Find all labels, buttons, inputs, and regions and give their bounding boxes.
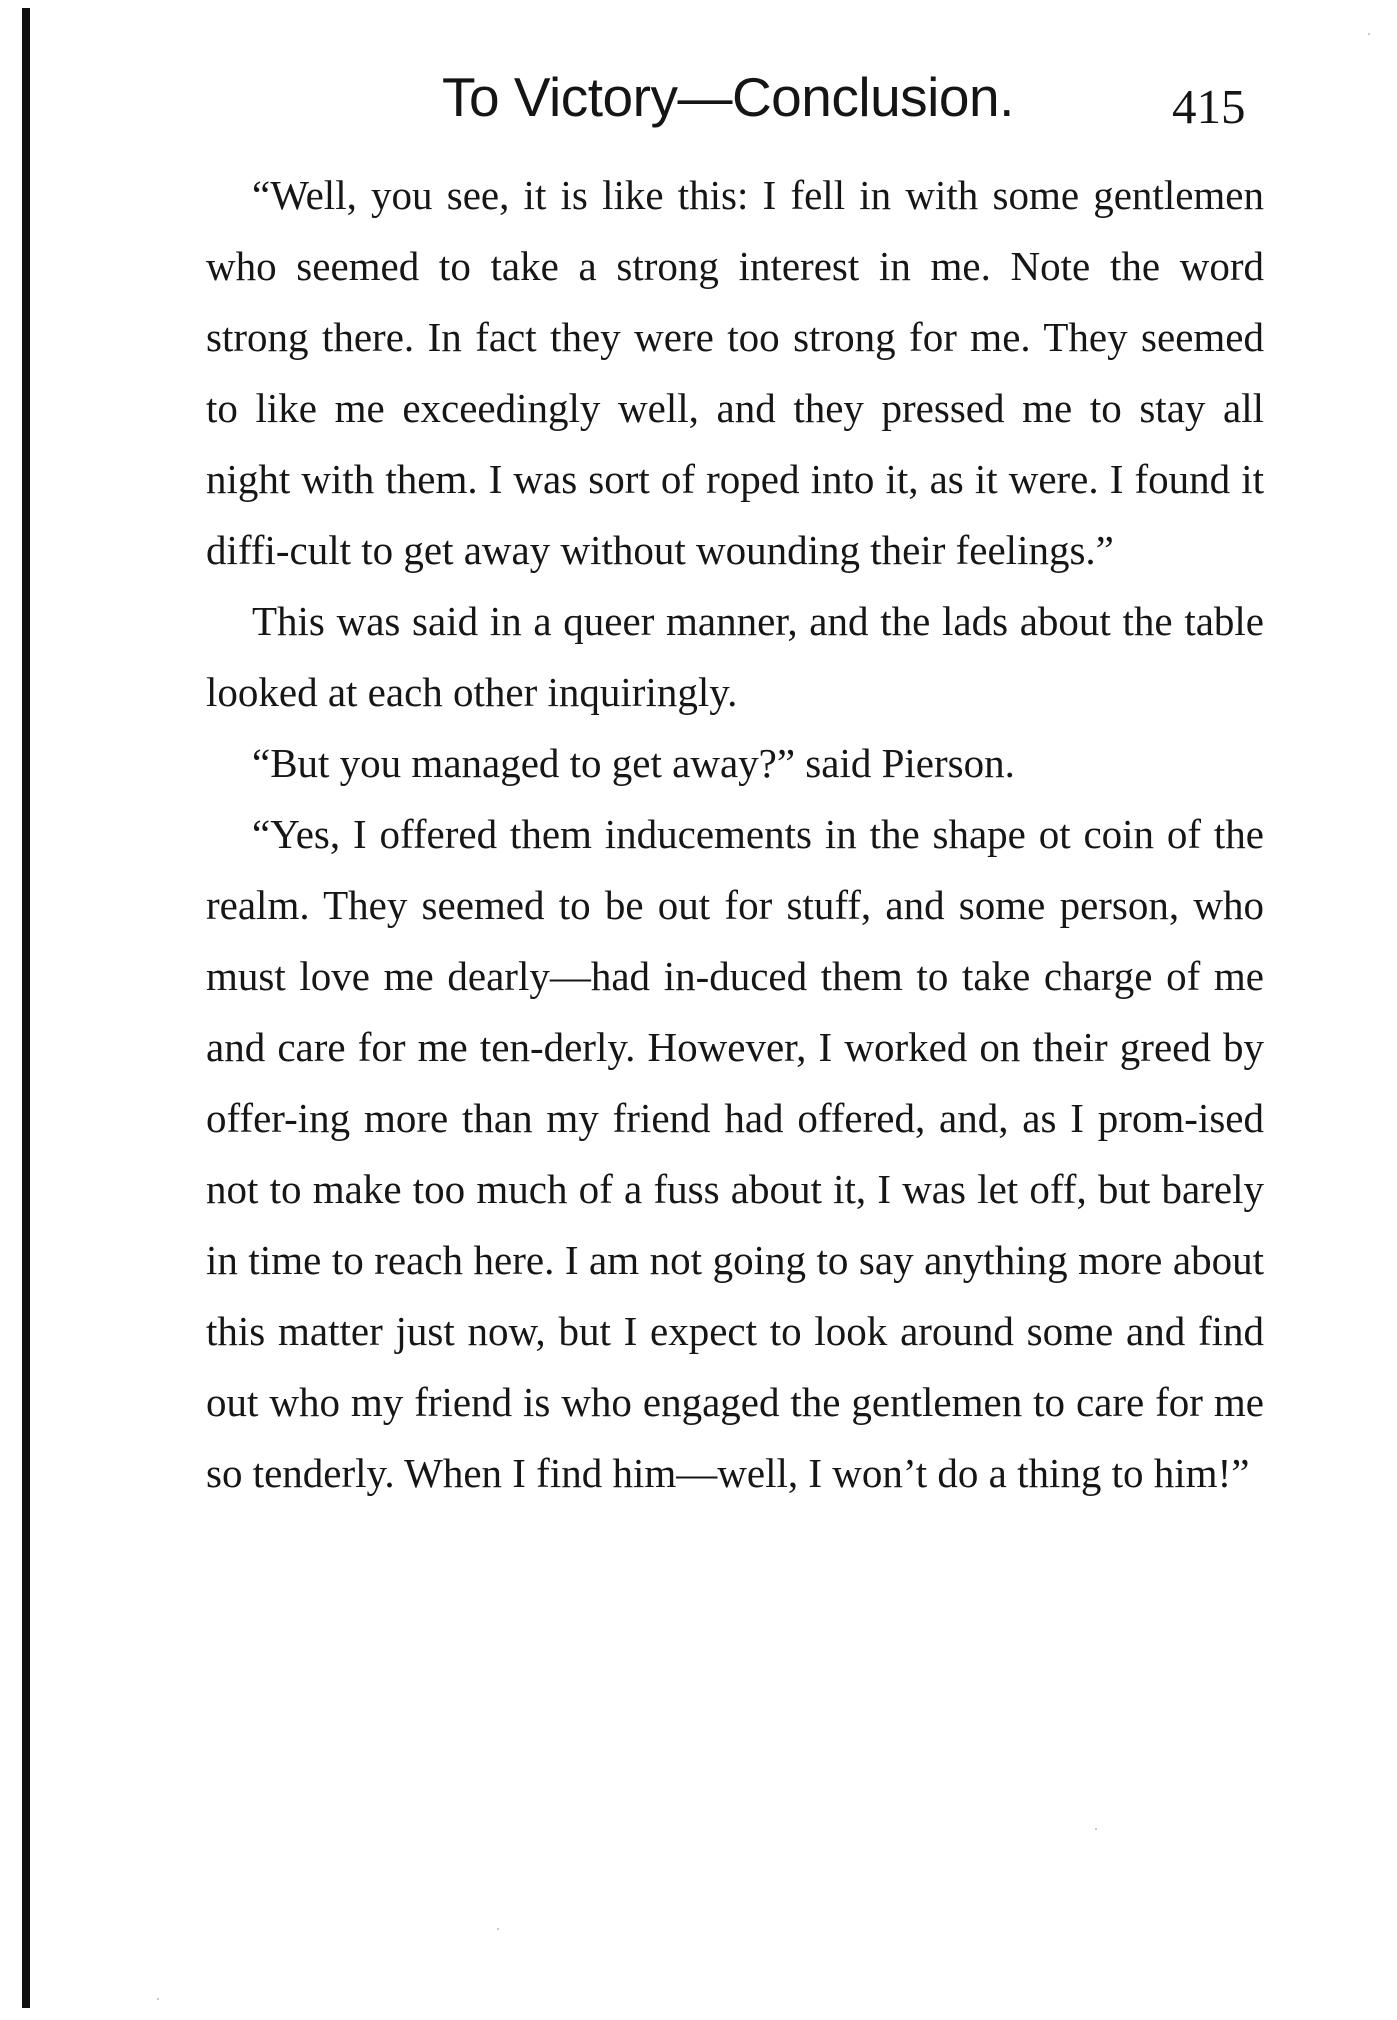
- binding-edge-shadow: [22, 8, 30, 2008]
- running-head: [0, 62, 1397, 142]
- paper-speck: [157, 1998, 159, 2000]
- paper-speck: [1095, 1828, 1097, 1830]
- paper-speck: [1368, 33, 1370, 35]
- body-text: [206, 160, 1264, 1509]
- page-number: 415: [1172, 79, 1246, 134]
- paragraph: This was said in a queer manner, and the lads about the table looked at each other inquiringly.: [206, 598, 1264, 715]
- paragraph: “But you managed to get away?” said Pierson.: [252, 740, 1015, 786]
- paper-speck: [497, 1928, 499, 1930]
- paragraph: “Well, you see, it is like this: I fell in with some gentlemen who seemed to take a strong interest in me. Note the word strong there. In fact they were too strong for me. They seemed to like me exceedingly well, and they pressed me to stay all night with them. I was sort of roped into it, as it were. I found it diffi-cult to get away without wounding their feelings.”: [206, 172, 1264, 573]
- paragraph: “Yes, I offered them inducements in the shape ot coin of the realm. They seemed to be out for stuff, and some person, who must love me dearly—had in-duced them to take charge of me and care for me ten-derly. However, I worked on their greed by offer-ing more than my friend had offered, and, as I prom-ised not to make too much of a fuss about it, I was let off, but barely in time to reach here. I am not going to say anything more about this matter just now, but I expect to look around some and find out who my friend is who engaged the gentlemen to care for me so tenderly. When I find him—well, I won’t do a thing to him!”: [206, 811, 1264, 1496]
- running-title: To Victory—Conclusion.: [442, 66, 1014, 128]
